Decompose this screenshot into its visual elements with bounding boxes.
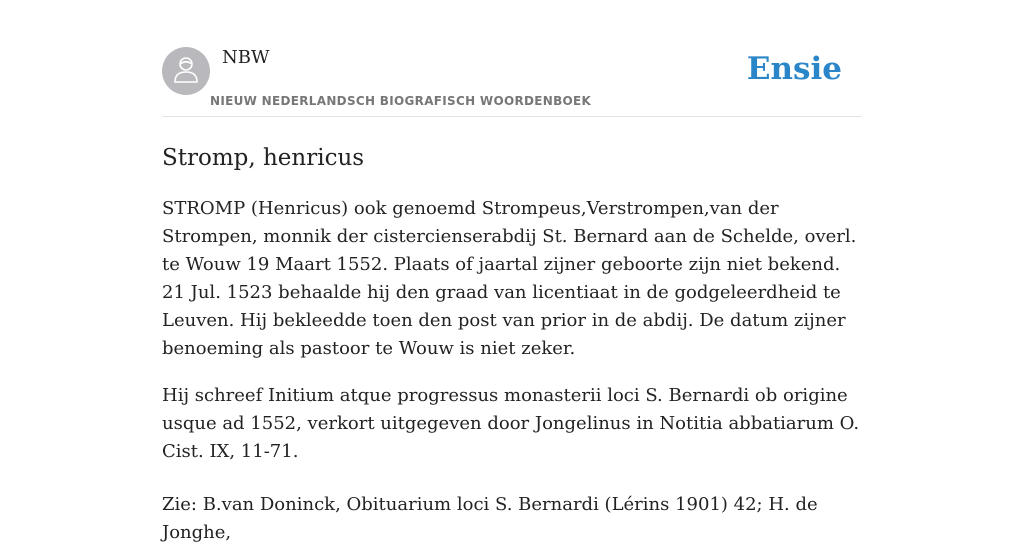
- avatar[interactable]: [162, 47, 210, 95]
- source-subtitle: NIEUW NEDERLANDSCH BIOGRAFISCH WOORDENBOEK: [210, 94, 592, 108]
- header: [162, 0, 862, 117]
- article-paragraph: Hij schreef Initium atque progressus monasterii loci S. Bernardi ob origine usque ad 1552, verkort uitgegeven door Jongelinus in Notitia abbatiarum O. Cist. IX, 11-71.: [162, 385, 860, 462]
- page-title: Stromp, henricus: [162, 145, 365, 171]
- ensie-logo[interactable]: Ensie: [746, 51, 842, 87]
- author-name[interactable]: NBW: [222, 47, 270, 68]
- user-icon: [172, 54, 200, 88]
- sources-paragraph: Zie: B.van Doninck, Obituarium loci S. Bernardi (Lérins 1901) 42; H. de Jonghe,: [162, 494, 818, 543]
- page: [162, 0, 862, 547]
- article-paragraph: STROMP (Henricus) ook genoemd Strompeus,Verstrompen,van der Strompen, monnik der cistercienserabdij St. Bernard aan de Schelde, overl. te Wouw 19 Maart 1552. Plaats of jaartal zijner geboorte zijn niet bekend. 21 Jul. 1523 behaalde hij den graad van licentiaat in de godgeleerdheid te Leuven. Hij bekleedde toen den post van prior in de abdij. De datum zijner benoeming als pastoor te Wouw is niet zeker.: [162, 198, 857, 359]
